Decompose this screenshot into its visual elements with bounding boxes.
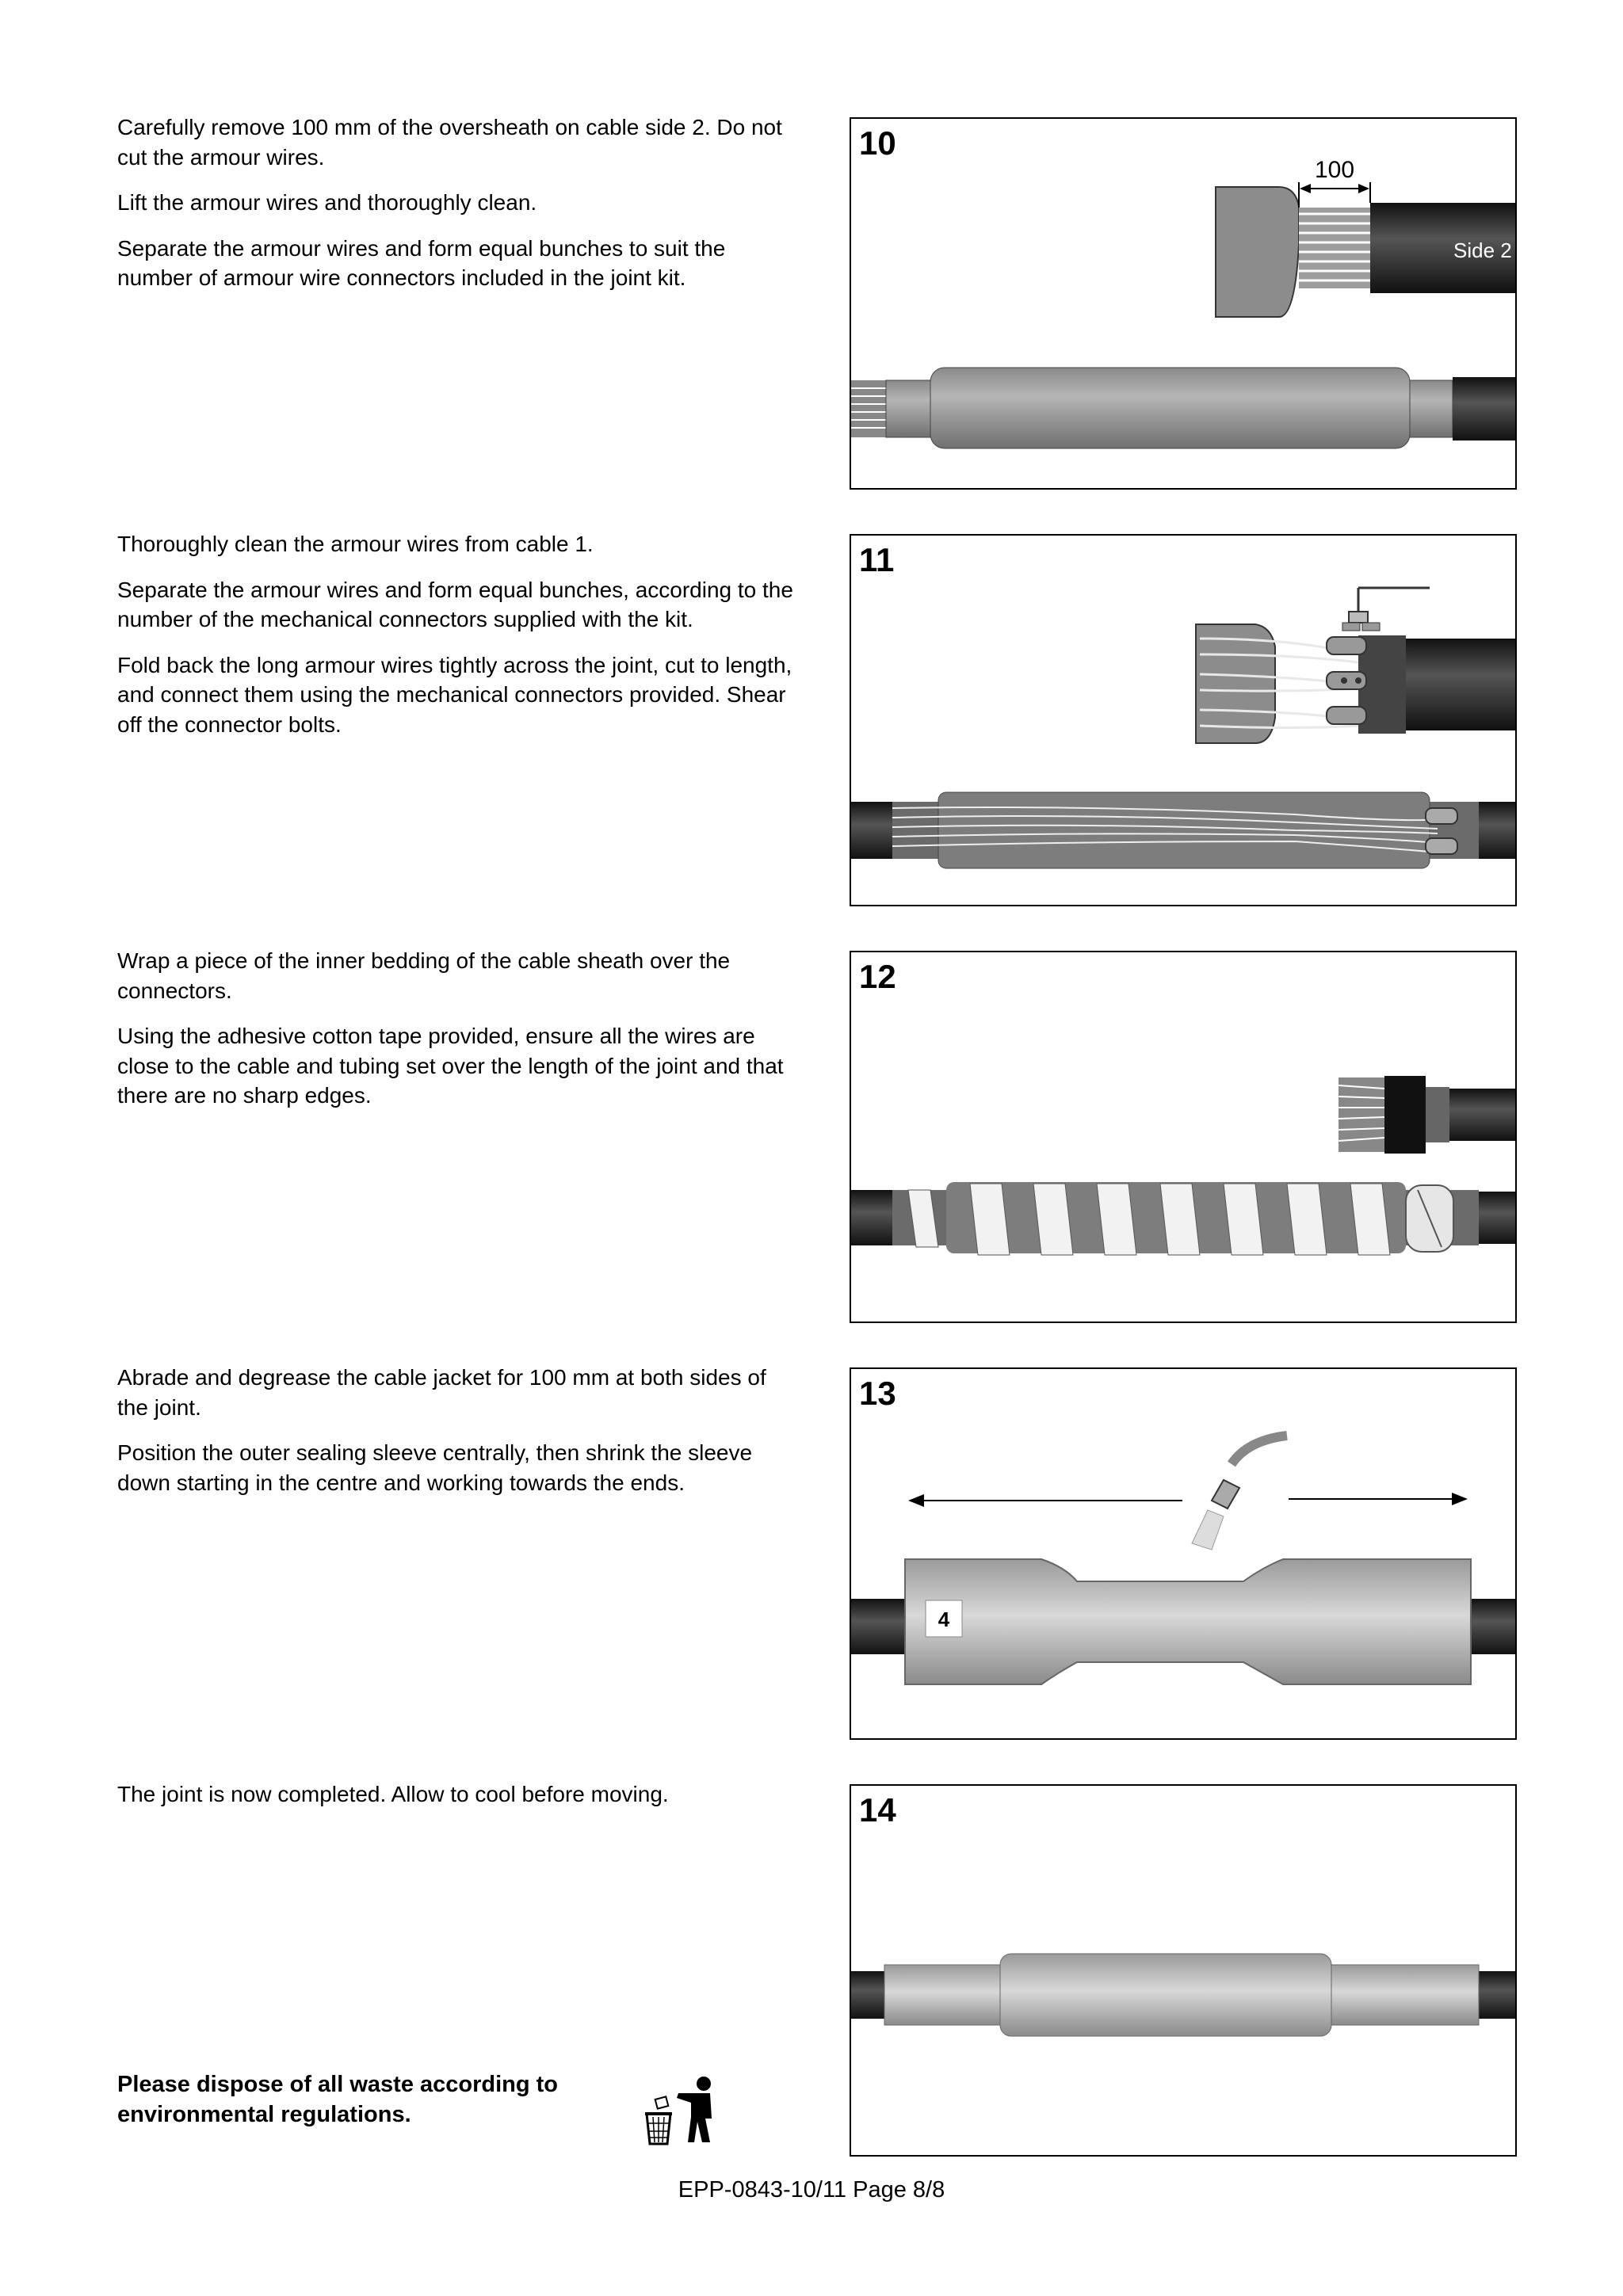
dispose-waste-icon	[642, 2074, 718, 2145]
step-13-number: 13	[859, 1375, 896, 1412]
step-11-drawing	[851, 536, 1517, 906]
step-14-drawing	[851, 1786, 1517, 2157]
step-10-para-1: Carefully remove 100 mm of the oversheath on cable side 2. Do not cut the armour wires.	[117, 115, 782, 170]
step-11-para-3: Fold back the long armour wires tightly across the joint, cut to length, and connect them using the mechanical connectors provided. Shear off the connector bolts.	[117, 652, 792, 737]
step-14-illustration	[850, 1784, 1517, 2157]
page-footer: EPP-0843-10/11 Page 8/8	[678, 2177, 945, 2203]
step-11-para-2: Separate the armour wires and form equal bunches, according to the number of the mechanical connectors supplied with the kit.	[117, 577, 793, 631]
step-14-number: 14	[859, 1791, 896, 1829]
step-10-para-3: Separate the armour wires and form equal bunches to suit the number of armour wire connectors included in the joint kit.	[117, 235, 726, 290]
side-2-label: Side 2	[1453, 238, 1512, 262]
step-13-text	[117, 1363, 799, 1513]
step-13-drawing	[851, 1369, 1517, 1740]
step-13-para-2: Position the outer sealing sleeve centrally, then shrink the sleeve down starting in the centre and working towards the ends.	[117, 1440, 753, 1495]
step-13-para-1: Abrade and degrease the cable jacket for 100 mm at both sides of the joint.	[117, 1365, 766, 1420]
step-12-illustration	[850, 951, 1517, 1323]
part-4-label: 4	[938, 1608, 950, 1631]
step-12-number: 12	[859, 958, 896, 995]
step-12-text	[117, 946, 799, 1127]
dispose-notice: Please dispose of all waste according to environmental regulations.	[117, 2072, 559, 2127]
step-11-para-1: Thoroughly clean the armour wires from cable 1.	[117, 532, 594, 556]
step-10-para-2: Lift the armour wires and thoroughly clean.	[117, 190, 537, 215]
step-11-text	[117, 529, 799, 755]
step-10-drawing	[851, 119, 1517, 490]
step-12-drawing	[851, 952, 1517, 1323]
step-12-para-2: Using the adhesive cotton tape provided, ensure all the wires are close to the cable and tubing set over the length of the joint and that there are no sharp edges.	[117, 1024, 784, 1108]
step-11-number: 11	[859, 541, 895, 578]
step-14-para-1: The joint is now completed. Allow to cool before moving.	[117, 1782, 669, 1806]
step-10-text	[117, 113, 799, 309]
step-12-para-1: Wrap a piece of the inner bedding of the cable sheath over the connectors.	[117, 948, 731, 1003]
step-14-text	[117, 1779, 799, 1825]
step-11-illustration	[850, 534, 1517, 906]
step-10-number: 10	[859, 124, 896, 162]
dimension-label: 100	[1314, 157, 1355, 183]
step-10-illustration	[850, 117, 1517, 490]
step-13-illustration	[850, 1367, 1517, 1740]
